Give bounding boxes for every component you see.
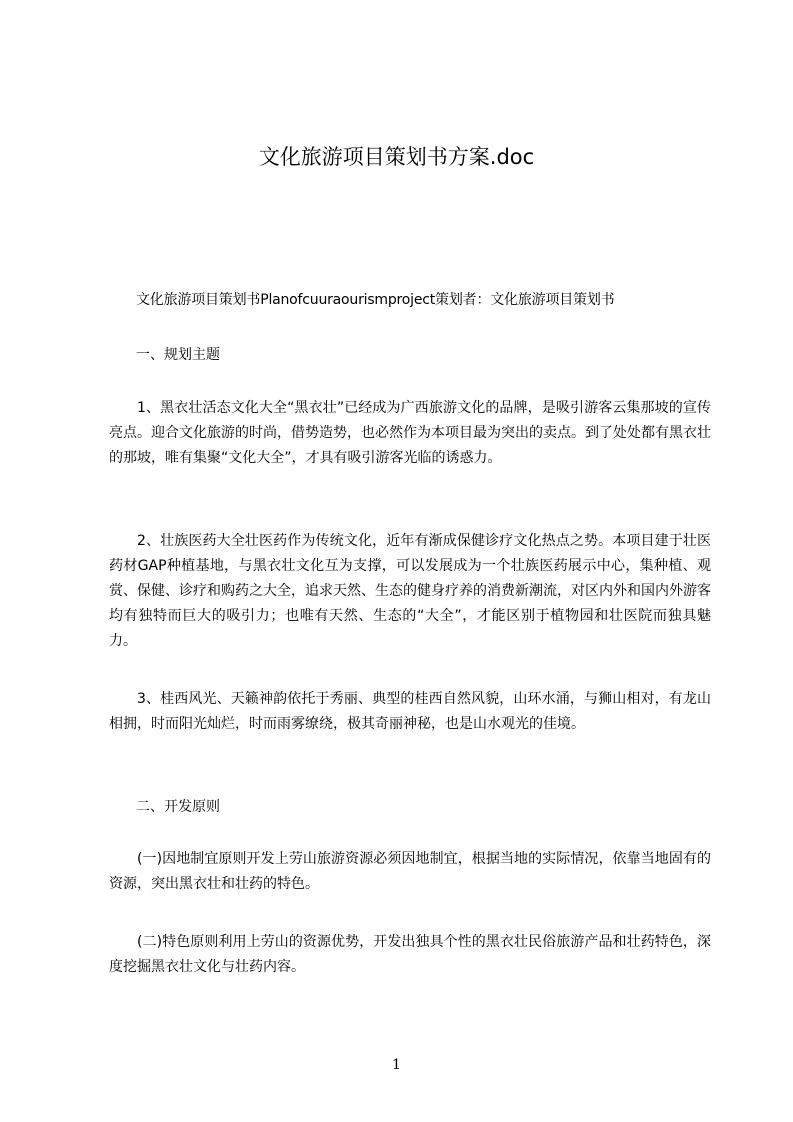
document-subtitle: 文化旅游项目策划书Planofcuuraourismproject策划者：文化旅游项目策划书 (136, 292, 615, 308)
section-heading-planning-theme: 一、规划主题 (136, 347, 220, 363)
document-title: 文化旅游项目策划书方案.doc (258, 145, 535, 169)
paragraph-characteristic-principle: (二)特色原则利用上劳山的资源优势，开发出独具个性的黑衣壮民俗旅游产品和壮药特色，深度挖掘黑衣壮文化与壮药内容。 (109, 934, 711, 975)
paragraph-local-conditions-principle: (一)因地制宜原则开发上劳山旅游资源必须因地制宜，根据当地的实际情况，依靠当地固有的资源，突出黑衣壮和壮药的特色。 (109, 851, 711, 892)
paragraph-black-clothing-zhuang: 1、黑衣壮活态文化大全“黑衣壮”已经成为广西旅游文化的品牌，是吸引游客云集那坡的宣传亮点。迎合文化旅游的时尚，借势造势，也必然作为本项目最为突出的卖点。到了处处都有黑衣壮的那坡，唯有集聚“文化大全”，才具有吸引游客光临的诱惑力。 (109, 400, 711, 466)
paragraph-zhuang-medicine: 2、壮族医药大全壮医药作为传统文化，近年有渐成保健诊疗文化热点之势。本项目建于壮医药材GAP种植基地，与黑衣壮文化互为支撑，可以发展成为一个壮族医药展示中心，集种植、观赏、保健、诊疗和购药之大全，追求天然、生态的健身疗养的消费新潮流，对区内外和国内外游客均有独特而巨大的吸引力；也唯有天然、生态的“大全”，才能区别于植物园和壮医院而独具魅力。 (109, 533, 711, 649)
section-heading-development-principles: 二、开发原则 (136, 799, 220, 815)
page-number: 1 (392, 1057, 401, 1073)
paragraph-guixi-scenery: 3、桂西风光、天籁神韵依托于秀丽、典型的桂西自然风貌，山环水涌，与狮山相对，有龙山相拥，时而阳光灿烂，时而雨雾缭绕，极其奇丽神秘，也是山水观光的佳境。 (109, 691, 711, 732)
